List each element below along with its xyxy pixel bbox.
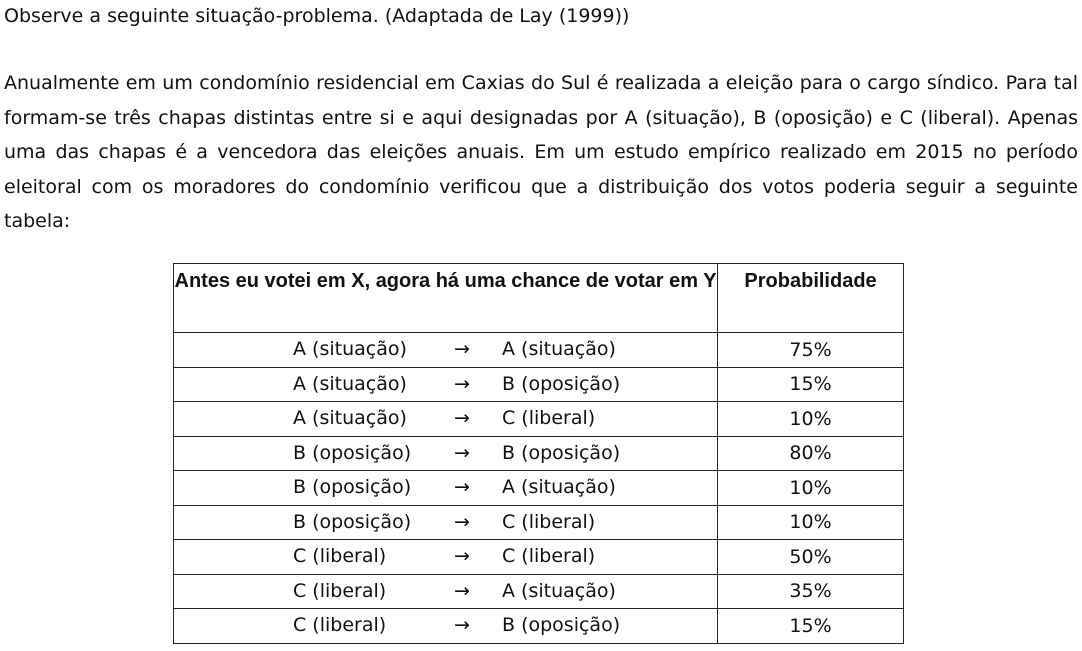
arrow-icon: → [454,407,470,430]
to-option: A (situação) [502,579,616,602]
arrow-icon: → [454,545,470,568]
arrow-icon: → [454,614,470,637]
from-option: A (situação) [293,338,407,361]
arrow-icon: → [454,372,470,395]
transition-cell [174,609,718,644]
probability-cell: 10% [718,402,904,437]
probability-cell: 80% [718,436,904,471]
header-probability: Probabilidade [718,264,904,333]
table-row [174,333,904,368]
from-option: A (situação) [293,372,407,395]
arrow-icon: → [454,579,470,602]
transition-cell [174,540,718,575]
to-option: A (situação) [502,338,616,361]
to-option: A (situação) [502,476,616,499]
header-transition: Antes eu votei em X, agora há uma chance de votar em Y [174,264,718,333]
probability-cell: 75% [718,333,904,368]
to-option: B (oposição) [502,441,621,464]
to-option: B (oposição) [502,614,621,637]
transition-table [173,263,904,644]
table-row [174,436,904,471]
probability-cell: 35% [718,574,904,609]
table-row [174,471,904,506]
transition-cell [174,505,718,540]
table-header-row [174,264,904,333]
table-row [174,574,904,609]
from-option: A (situação) [293,407,407,430]
problem-paragraph: Anualmente em um condomínio residencial em Caxias do Sul é realizada a eleição para o cargo síndico. Para tal formam-se três chapas distintas entre si e aqui designadas por A (situação), B (oposição) e C (liberal). Apenas uma das chapas é a vencedora das eleições anuais. Em um estudo empírico realizado em 2015 no período eleitoral com os moradores do condomínio verificou que a distribuição dos votos poderia seguir a seguinte tabela: [4,72,1078,232]
table-row [174,609,904,644]
transition-cell [174,402,718,437]
from-option: C (liberal) [293,579,387,602]
table-row [174,367,904,402]
from-option: C (liberal) [293,614,387,637]
to-option: B (oposição) [502,372,621,395]
table-row [174,540,904,575]
probability-cell: 50% [718,540,904,575]
transition-cell [174,367,718,402]
from-option: B (oposição) [293,476,412,499]
arrow-icon: → [454,476,470,499]
to-option: C (liberal) [502,510,596,533]
from-option: B (oposição) [293,510,412,533]
probability-cell: 10% [718,505,904,540]
transition-cell [174,436,718,471]
table-row [174,505,904,540]
arrow-icon: → [454,441,470,464]
arrow-icon: → [454,338,470,361]
transition-cell [174,471,718,506]
table-row [174,402,904,437]
to-option: C (liberal) [502,545,596,568]
transition-cell [174,333,718,368]
probability-cell: 15% [718,367,904,402]
arrow-icon: → [454,510,470,533]
intro-line: Observe a seguinte situação-problema. (Adaptada de Lay (1999)) [4,5,630,27]
probability-cell: 15% [718,609,904,644]
probability-cell: 10% [718,471,904,506]
from-option: B (oposição) [293,441,412,464]
transition-cell [174,574,718,609]
from-option: C (liberal) [293,545,387,568]
to-option: C (liberal) [502,407,596,430]
